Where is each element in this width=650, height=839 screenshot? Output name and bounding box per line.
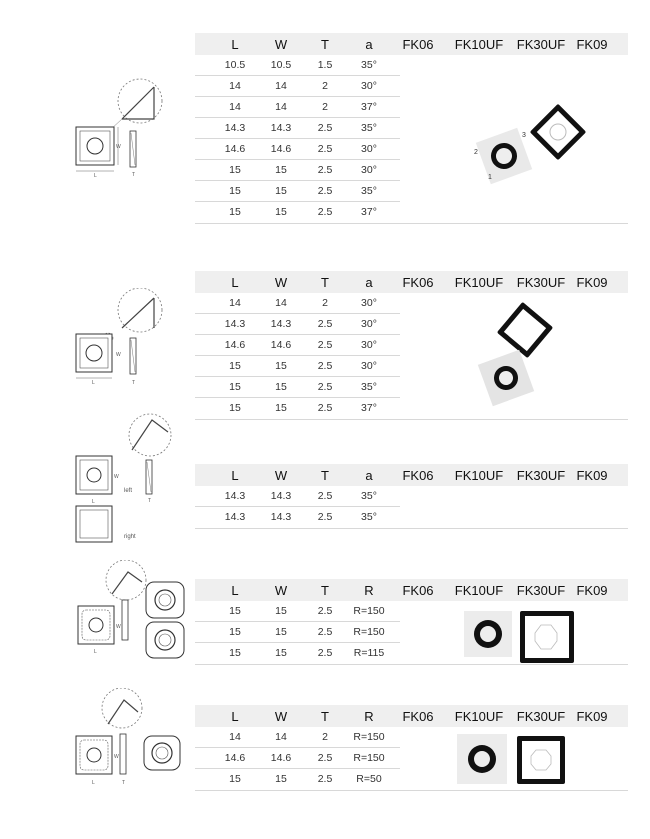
table-cell: 2.5	[317, 381, 333, 393]
table-header	[195, 33, 628, 55]
insert-photo-group-4	[462, 605, 577, 665]
dim-label-l: L	[94, 173, 97, 179]
table-cell: 30°	[361, 339, 377, 351]
header-r: R	[364, 583, 374, 598]
table-cell: 2.5	[317, 122, 333, 134]
header-fk09: FK09	[576, 468, 608, 483]
dim-label-w: W	[116, 624, 121, 630]
table-cell: 14.6	[224, 339, 246, 351]
table-cell: 30°	[361, 360, 377, 372]
table-cell: 2.5	[317, 339, 333, 351]
insert-mark-1: 1	[488, 174, 492, 181]
header-a: a	[365, 37, 373, 52]
header-fk06: FK06	[402, 709, 434, 724]
table-cell: 14	[275, 101, 287, 113]
table-cell: 10.5	[224, 59, 246, 71]
table-cell: 2.5	[317, 164, 333, 176]
table-cell: 2	[322, 80, 328, 92]
table-cell: 2.5	[317, 752, 333, 764]
table-cell: 15	[275, 626, 287, 638]
table-cell: 2.5	[317, 626, 333, 638]
table-cell: R=150	[353, 605, 385, 617]
table-cell: R=115	[353, 647, 385, 659]
table-cell: 14.3	[270, 490, 292, 502]
header-t: T	[321, 275, 329, 290]
table-cell: 2.5	[317, 511, 333, 523]
table-cell: 15	[275, 360, 287, 372]
dim-label-l: L	[92, 380, 95, 386]
insert-technical-drawing-4	[72, 560, 192, 660]
table-cell: R=150	[353, 626, 385, 638]
header-fk10uf: FK10UF	[454, 583, 504, 598]
header-w: W	[274, 275, 288, 290]
header-t: T	[321, 583, 329, 598]
header-w: W	[274, 583, 288, 598]
table-cell: 15	[275, 164, 287, 176]
header-w: W	[274, 468, 288, 483]
header-fk06: FK06	[402, 468, 434, 483]
header-l: L	[231, 709, 239, 724]
header-fk09: FK09	[576, 275, 608, 290]
table-cell: 15	[229, 164, 241, 176]
table-cell: 2.5	[317, 402, 333, 414]
header-fk06: FK06	[402, 37, 434, 52]
table-cell: R=50	[356, 773, 382, 785]
insert-mark-2: 2	[474, 149, 478, 156]
header-fk06: FK06	[402, 275, 434, 290]
header-w: W	[274, 37, 288, 52]
header-t: T	[321, 709, 329, 724]
header-l: L	[231, 468, 239, 483]
table-cell: 14	[229, 297, 241, 309]
table-cell: 30°	[361, 143, 377, 155]
header-l: L	[231, 583, 239, 598]
dim-label-w: W	[116, 352, 121, 358]
insert-technical-drawing-5	[72, 688, 192, 793]
table-cell: 2.5	[317, 647, 333, 659]
table-cell: 14.3	[270, 511, 292, 523]
table-cell: 14.6	[270, 752, 292, 764]
header-fk10uf: FK10UF	[454, 37, 504, 52]
table-cell: 1.5	[317, 59, 333, 71]
header-fk10uf: FK10UF	[454, 709, 504, 724]
table-row	[195, 507, 628, 529]
table-row	[195, 76, 628, 97]
table-cell: 14	[229, 101, 241, 113]
table-cell: 2.5	[317, 490, 333, 502]
table-cell: 15	[229, 360, 241, 372]
table-cell: 2.5	[317, 206, 333, 218]
dim-label-w: W	[114, 474, 119, 480]
table-header	[195, 464, 628, 486]
header-w: W	[274, 709, 288, 724]
header-fk30uf: FK30UF	[516, 709, 566, 724]
table-cell: 35°	[361, 511, 377, 523]
insert-technical-drawing-3	[72, 410, 182, 545]
dim-label-t: T	[132, 172, 136, 178]
header-l: L	[231, 37, 239, 52]
table-cell: 15	[229, 773, 241, 785]
table-cell: 2.5	[317, 605, 333, 617]
table-header	[195, 271, 628, 293]
insert-photo-group-5	[455, 728, 570, 788]
header-fk30uf: FK30UF	[516, 37, 566, 52]
table-cell: 35°	[361, 381, 377, 393]
table-cell: 14.6	[270, 143, 292, 155]
table-cell: 14	[275, 731, 287, 743]
table-cell: 2.5	[317, 143, 333, 155]
table-cell: 35°	[361, 59, 377, 71]
table-cell: 15	[275, 773, 287, 785]
table-cell: 15	[275, 647, 287, 659]
insert-table-3	[195, 464, 628, 529]
table-cell: 35°	[361, 122, 377, 134]
table-cell: 37°	[361, 206, 377, 218]
table-cell: 2.5	[317, 318, 333, 330]
table-row	[195, 202, 628, 224]
table-cell: 14	[275, 297, 287, 309]
table-cell: 30°	[361, 164, 377, 176]
dim-label-t: T	[132, 380, 136, 386]
dim-label-l: L	[92, 499, 95, 505]
table-cell: 15	[275, 206, 287, 218]
table-cell: 14.6	[224, 752, 246, 764]
dim-label-w: W	[114, 754, 119, 760]
dim-label-t: T	[148, 498, 152, 504]
table-cell: 2	[322, 297, 328, 309]
table-cell: 15	[229, 185, 241, 197]
table-cell: R=150	[353, 731, 385, 743]
table-cell: 14	[229, 731, 241, 743]
table-cell: 2.5	[317, 360, 333, 372]
header-fk06: FK06	[402, 583, 434, 598]
table-cell: 14.3	[224, 490, 246, 502]
header-fk09: FK09	[576, 583, 608, 598]
header-fk09: FK09	[576, 37, 608, 52]
header-fk10uf: FK10UF	[454, 275, 504, 290]
table-cell: 14.3	[224, 318, 246, 330]
table-cell: R=150	[353, 752, 385, 764]
table-cell: 15	[275, 402, 287, 414]
table-cell: 35°	[361, 185, 377, 197]
table-cell: 14.3	[224, 511, 246, 523]
insert-photo-group-2	[470, 300, 570, 408]
insert-technical-drawing-1	[70, 75, 170, 185]
label-right: right	[124, 534, 136, 540]
dim-label-l: L	[94, 649, 97, 655]
table-cell: 14	[275, 80, 287, 92]
table-cell: 15	[229, 605, 241, 617]
insert-technical-drawing-2	[70, 288, 170, 393]
dim-label-l: L	[92, 780, 95, 786]
table-header	[195, 705, 628, 727]
table-cell: 30°	[361, 318, 377, 330]
table-cell: 35°	[361, 490, 377, 502]
table-cell: 14.3	[270, 122, 292, 134]
header-fk30uf: FK30UF	[516, 468, 566, 483]
table-cell: 15	[229, 381, 241, 393]
table-cell: 15	[275, 381, 287, 393]
table-header	[195, 579, 628, 601]
table-cell: 37°	[361, 402, 377, 414]
label-left: left	[124, 488, 133, 494]
header-a: a	[365, 275, 373, 290]
table-cell: 2	[322, 731, 328, 743]
table-cell: 15	[275, 605, 287, 617]
header-fk09: FK09	[576, 709, 608, 724]
dim-label-w: W	[116, 144, 121, 150]
insert-photo-group-1	[462, 100, 592, 185]
table-cell: 15	[275, 185, 287, 197]
table-cell: 14.3	[224, 122, 246, 134]
header-a: a	[365, 468, 373, 483]
table-cell: 14	[229, 80, 241, 92]
table-cell: 14.6	[224, 143, 246, 155]
table-row	[195, 486, 628, 507]
table-cell: 30°	[361, 80, 377, 92]
table-cell: 30°	[361, 297, 377, 309]
header-l: L	[231, 275, 239, 290]
table-cell: 15	[229, 206, 241, 218]
table-cell: 2.5	[317, 773, 333, 785]
table-cell: 10.5	[270, 59, 292, 71]
header-fk30uf: FK30UF	[516, 275, 566, 290]
table-cell: 2.5	[317, 185, 333, 197]
table-cell: 37°	[361, 101, 377, 113]
table-cell: 14.6	[270, 339, 292, 351]
dim-label-t: T	[122, 780, 126, 786]
header-t: T	[321, 37, 329, 52]
table-cell: 15	[229, 626, 241, 638]
table-cell: 2	[322, 101, 328, 113]
table-cell: 15	[229, 647, 241, 659]
table-row	[195, 55, 628, 76]
insert-mark-3: 3	[522, 132, 526, 139]
table-cell: 14.3	[270, 318, 292, 330]
header-fk10uf: FK10UF	[454, 468, 504, 483]
table-cell: 15	[229, 402, 241, 414]
header-r: R	[364, 709, 374, 724]
header-t: T	[321, 468, 329, 483]
header-fk30uf: FK30UF	[516, 583, 566, 598]
